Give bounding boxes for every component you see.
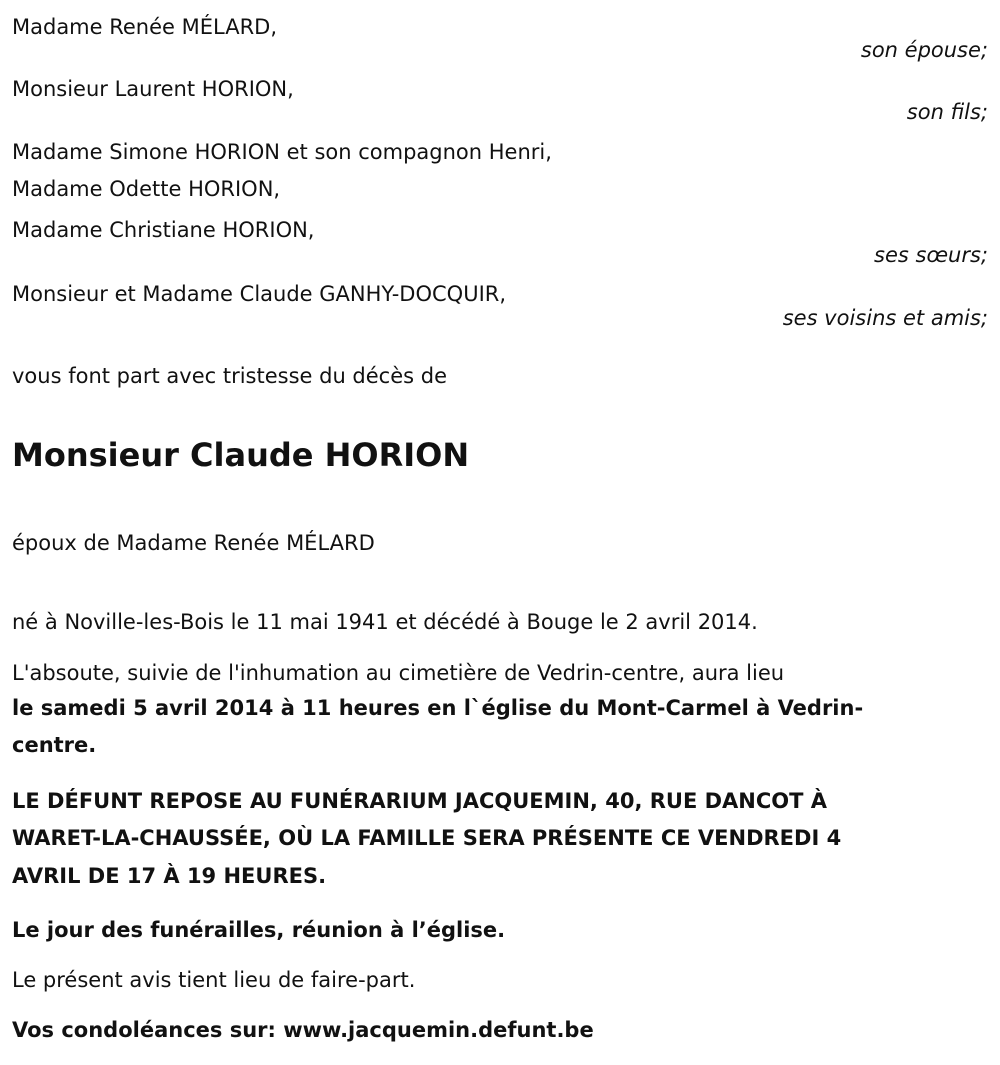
family-relation: son épouse; (860, 38, 988, 62)
spouse-line: époux de Madame Renée MÉLARD (12, 531, 375, 555)
birth-death: né à Noville-les-Bois le 11 mai 1941 et décédé à Bouge le 2 avril 2014. (12, 610, 758, 634)
family-name: Monsieur et Madame Claude GANHY-DOCQUIR, (12, 282, 507, 306)
condolences (12, 1012, 594, 1048)
condolences-link[interactable]: www.jacquemin.defunt.be (283, 1018, 594, 1042)
visitation-info: WARET-LA-CHAUSSÉE, OÙ LA FAMILLE SERA PRÉSENTE CE VENDREDI 4 (12, 826, 842, 850)
ceremony-details: le samedi 5 avril 2014 à 11 heures en l`église du Mont-Carmel à Vedrin- (12, 696, 864, 720)
family-name: Madame Renée MÉLARD, (12, 15, 278, 39)
meeting-info: Le jour des funérailles, réunion à l’église. (12, 918, 506, 942)
family-relation: son fils; (906, 100, 988, 124)
condolences-label: Vos condoléances sur: (12, 1018, 284, 1042)
deceased-name: Monsieur Claude HORION (12, 436, 470, 474)
ceremony-intro: L'absoute, suivie de l'inhumation au cimetière de Vedrin-centre, aura lieu (12, 661, 785, 685)
announcement: vous font part avec tristesse du décès de (12, 364, 448, 388)
family-name: Monsieur Laurent HORION, (12, 77, 294, 101)
family-name: Madame Christiane HORION, (12, 218, 315, 242)
family-relation: ses voisins et amis; (782, 306, 988, 330)
ceremony-details: centre. (12, 733, 97, 757)
family-relation: ses sœurs; (874, 243, 988, 267)
family-name: Madame Simone HORION et son compagnon Henri, (12, 140, 552, 164)
family-name: Madame Odette HORION, (12, 177, 281, 201)
visitation-info: AVRIL DE 17 À 19 HEURES. (12, 864, 327, 888)
notice: Le présent avis tient lieu de faire-part. (12, 968, 416, 992)
visitation-info: LE DÉFUNT REPOSE AU FUNÉRARIUM JACQUEMIN, 40, RUE DANCOT À (12, 789, 828, 813)
